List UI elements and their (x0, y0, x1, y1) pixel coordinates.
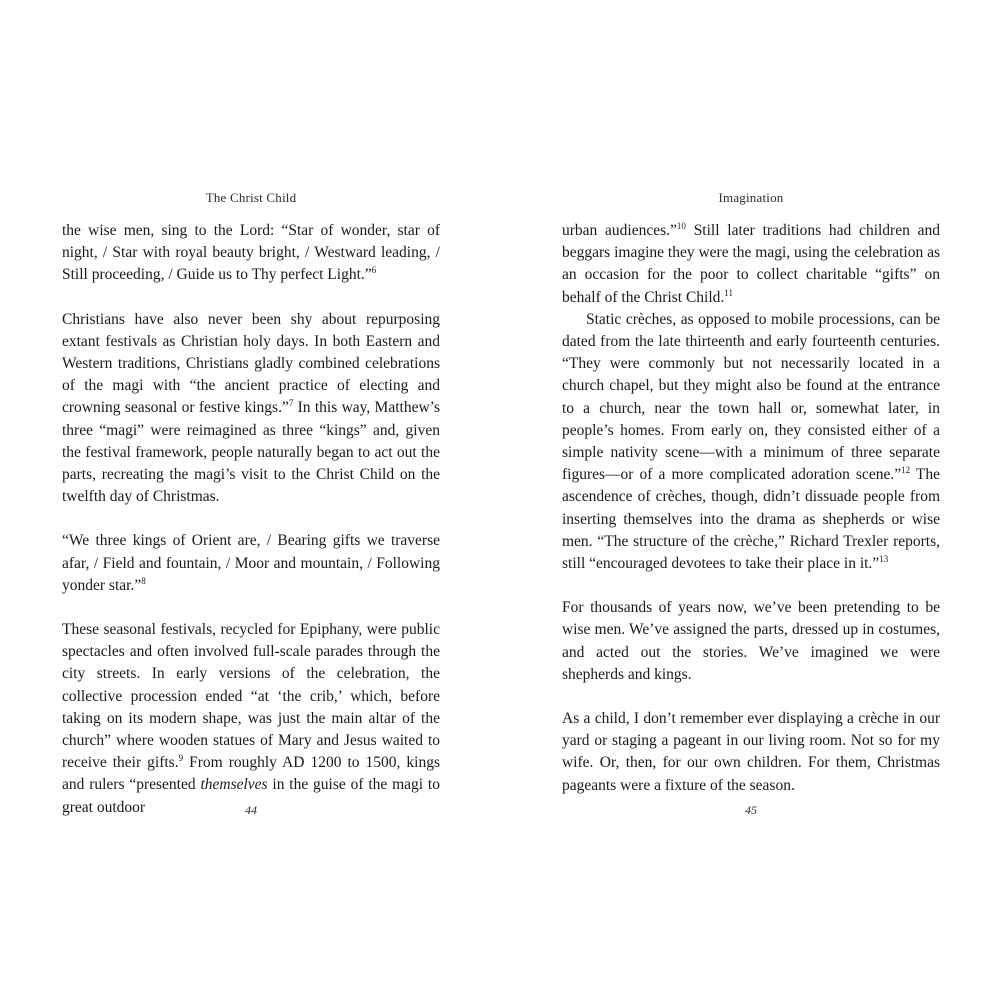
footnote-marker: 7 (288, 398, 294, 409)
paragraph-text: in the guise of the magi to great outdoor (62, 776, 440, 816)
left-page-body (62, 220, 440, 819)
paragraph-text: Still later traditions had children and beggars imagine they were the magi, using the celebration as an occasion for the poor to collect charitable “gifts” on behalf of the Christ Child. (562, 222, 940, 306)
right-page-body (562, 220, 940, 797)
page-number-left: 44 (245, 803, 257, 817)
footnote-marker: 9 (178, 753, 184, 764)
paragraph-text: For thousands of years now, we’ve been pretending to be wise men. We’ve assigned the parts, dressed up in costumes, and acted out the stories. We’ve imagined we were shepherds and kings. (562, 599, 940, 683)
left-page (62, 0, 440, 1000)
paragraph-text: The ascendence of crèches, though, didn’t dissuade people from inserting themselves into the drama as shepherds or wise men. “The structure of the crèche,” Richard Trexler reports, still “encouraged devotees to take their place in it.” (562, 466, 941, 573)
paragraph (562, 597, 940, 686)
paragraph (62, 220, 440, 287)
footnote-marker: 13 (879, 554, 889, 565)
paragraph-text: Static crèches, as opposed to mobile processions, can be dated from the late thirteenth and early fourteenth centuries. “They were commonly but not necessarily located in a church chapel, but they might also be found at the entrance to a church, near the town hall or, somewhat later, in people’s homes. From early on, they consisted either of a simple nativity scene—with a minimum of three separate figures—or of a more complicated adoration scene.” (562, 310, 940, 484)
footnote-marker: 6 (371, 265, 377, 276)
paragraph-text: Christians have also never been shy about repurposing extant festivals as Christian holy days. In both Eastern and Western traditions, Christians gladly combined celebrations of the magi with “the ancient practice of electing and crowning seasonal or festive kings.” (62, 310, 440, 417)
paragraph-text: “We three kings of Orient are, / Bearing gifts we traverse afar, / Field and fountain, / Moor and mountain, / Following yonder star.” (62, 532, 440, 594)
paragraph-text: From roughly AD 1200 to 1500, kings and rulers “presented (62, 754, 441, 794)
paragraph (62, 619, 440, 819)
paragraph-text: These seasonal festivals, recycled for Epiphany, were public spectacles and often involved full-scale parades through the city streets. In early versions of the celebration, the collective procession ended “at ‘the crib,’ which, before taking on its modern shape, was just the main altar of the church” where wooden statues of Mary and Jesus waited to receive their gifts. (62, 621, 440, 772)
running-head-right: Imagination (718, 190, 784, 205)
right-page (562, 0, 940, 1000)
footnote-marker: 11 (724, 287, 733, 298)
paragraph (62, 530, 440, 597)
paragraph-text: As a child, I don’t remember ever displaying a crèche in our yard or staging a pageant in our living room. Not so for my wife. Or, then, for our own children. For them, Christmas pageants were a fixture of the season. (562, 710, 940, 794)
footnote-marker: 12 (901, 465, 911, 476)
footnote-marker: 8 (141, 575, 146, 586)
paragraph (62, 309, 440, 509)
paragraph (562, 708, 940, 797)
paragraph-text: urban audiences.” (562, 222, 677, 239)
page-number-right: 45 (745, 803, 757, 817)
paragraph (562, 220, 940, 309)
paragraph-text: the wise men, sing to the Lord: “Star of wonder, star of night, / Star with royal beauty bright, / Westward leading, / Still proceeding, / Guide us to Thy perfect Light.” (62, 222, 440, 284)
running-head-left: The Christ Child (205, 190, 297, 205)
paragraph-text: In this way, Matthew’s three “magi” were reimagined as three “kings” and, given the festival framework, people naturally began to act out the parts, recreating the magi’s visit to the Christ Child on the twelfth day of Christmas. (62, 399, 440, 506)
paragraph (562, 309, 940, 575)
italic-text: themselves (200, 776, 268, 794)
footnote-marker: 10 (676, 221, 686, 231)
